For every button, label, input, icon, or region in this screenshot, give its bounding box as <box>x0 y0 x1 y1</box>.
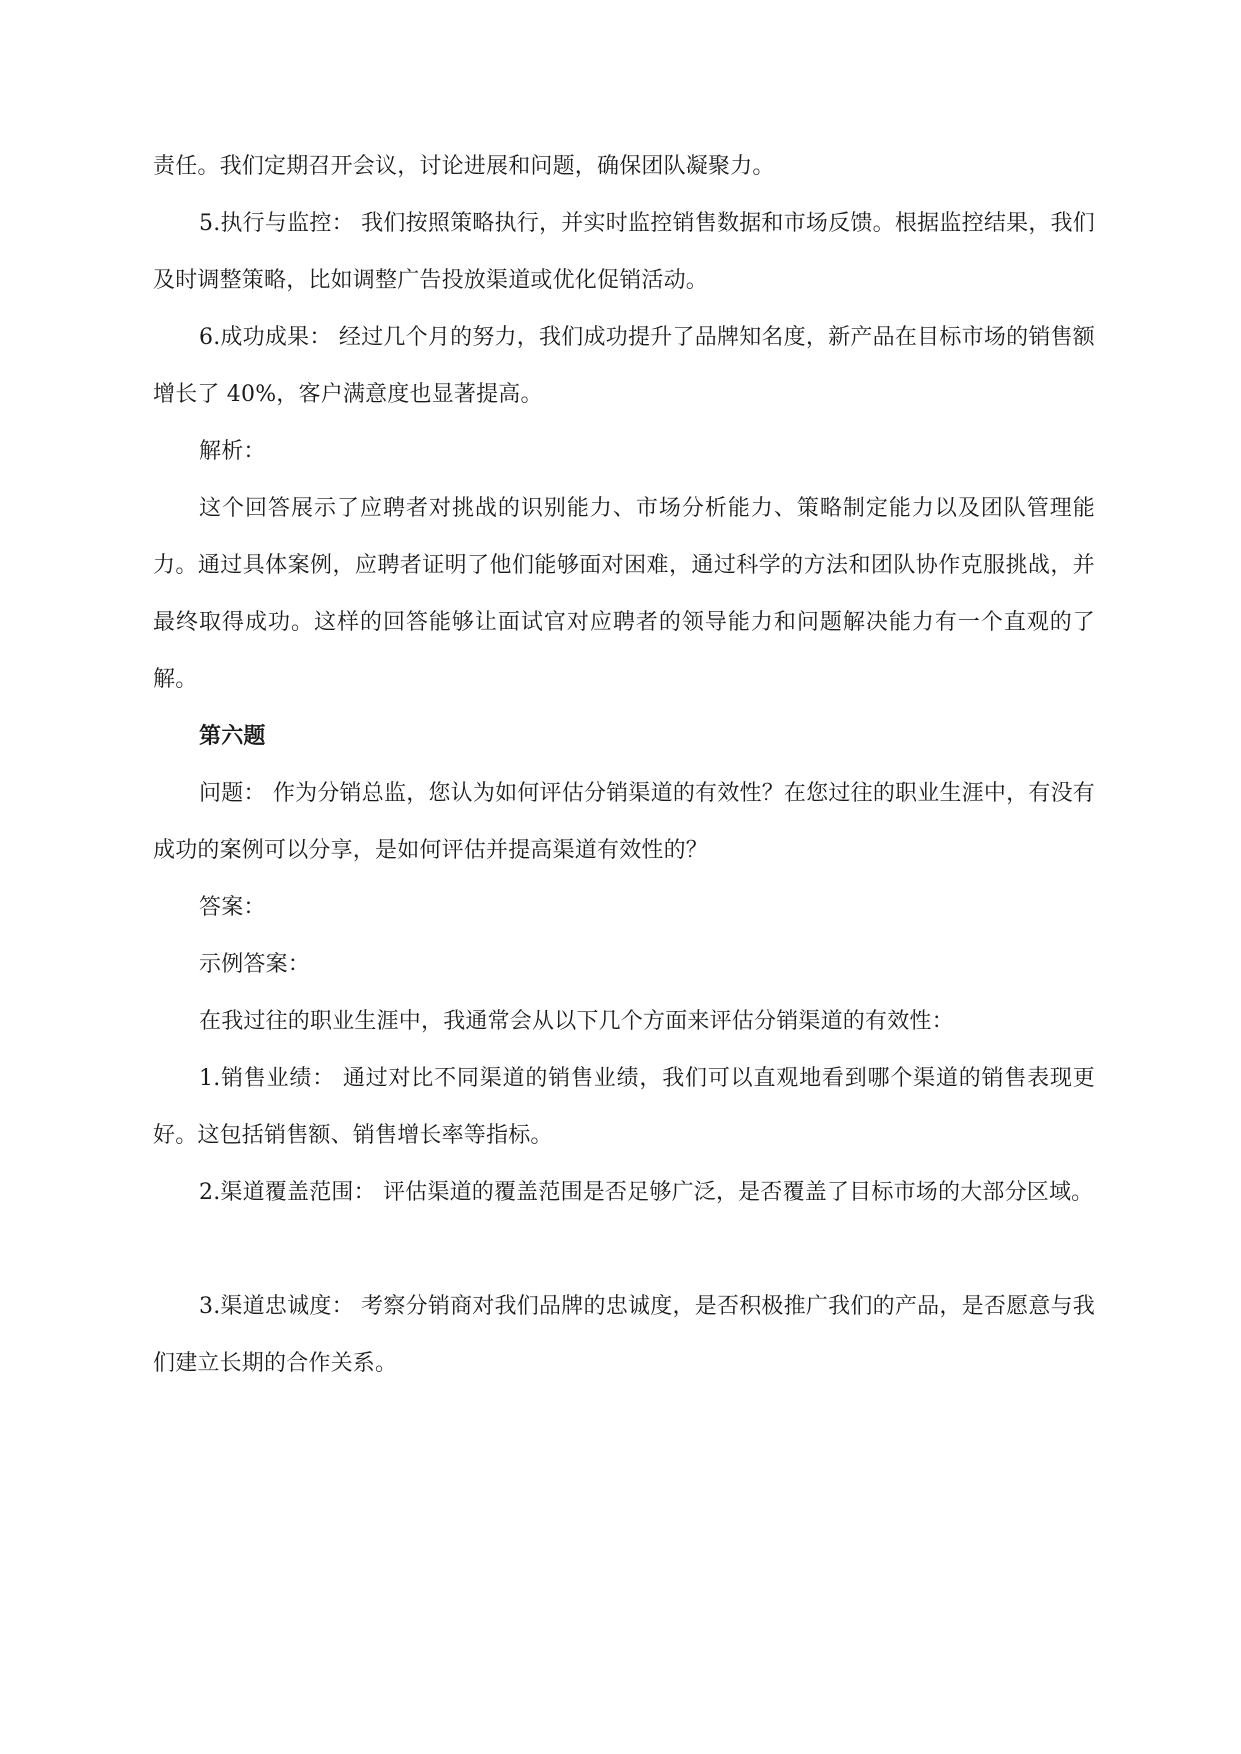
paragraph-channel-coverage: 2.渠道覆盖范围： 评估渠道的覆盖范围是否足够广泛，是否覆盖了目标市场的大部分区域。 <box>199 1180 1094 1205</box>
paragraph-responsibility: 责任。我们定期召开会议，讨论进展和问题，确保团队凝聚力。 <box>153 154 775 179</box>
paragraph-example-answer-label: 示例答案： <box>199 952 311 977</box>
paragraph-analysis-body: 这个回答展示了应聘者对挑战的识别能力、市场分析能力、策略制定能力以及团队管理能力。通过具体案例，应聘者证明了他们能够面对困难，通过科学的方法和团队协作克服挑战，并最终取得成功。这样的回答能够让面试官对应聘者的领导能力和问题解决能力有一个直观的了解。 <box>153 496 1095 692</box>
paragraph-answer-label: 答案： <box>199 895 266 920</box>
paragraph-channel-loyalty: 3.渠道忠诚度： 考察分销商对我们品牌的忠诚度，是否积极推广我们的产品，是否愿意与我们建立长期的合作关系。 <box>153 1294 1095 1376</box>
paragraph-sales-performance: 1.销售业绩： 通过对比不同渠道的销售业绩，我们可以直观地看到哪个渠道的销售表现更好。这包括销售额、销售增长率等指标。 <box>153 1066 1095 1148</box>
paragraph-analysis-label: 解析： <box>199 439 266 464</box>
paragraph-execution-monitoring: 5.执行与监控： 我们按照策略执行，并实时监控销售数据和市场反馈。根据监控结果，我们及时调整策略，比如调整广告投放渠道或优化促销活动。 <box>153 211 1095 293</box>
paragraph-answer-intro: 在我过往的职业生涯中，我通常会从以下几个方面来评估分销渠道的有效性： <box>199 1009 954 1034</box>
question-heading: 第六题 <box>199 723 266 749</box>
paragraph-success-results: 6.成功成果： 经过几个月的努力，我们成功提升了品牌知名度，新产品在目标市场的销售额增长了 40%，客户满意度也显著提高。 <box>153 325 1095 407</box>
paragraph-question: 问题： 作为分销总监，您认为如何评估分销渠道的有效性？在您过往的职业生涯中，有没有成功的案例可以分享，是如何评估并提高渠道有效性的？ <box>153 781 1095 863</box>
